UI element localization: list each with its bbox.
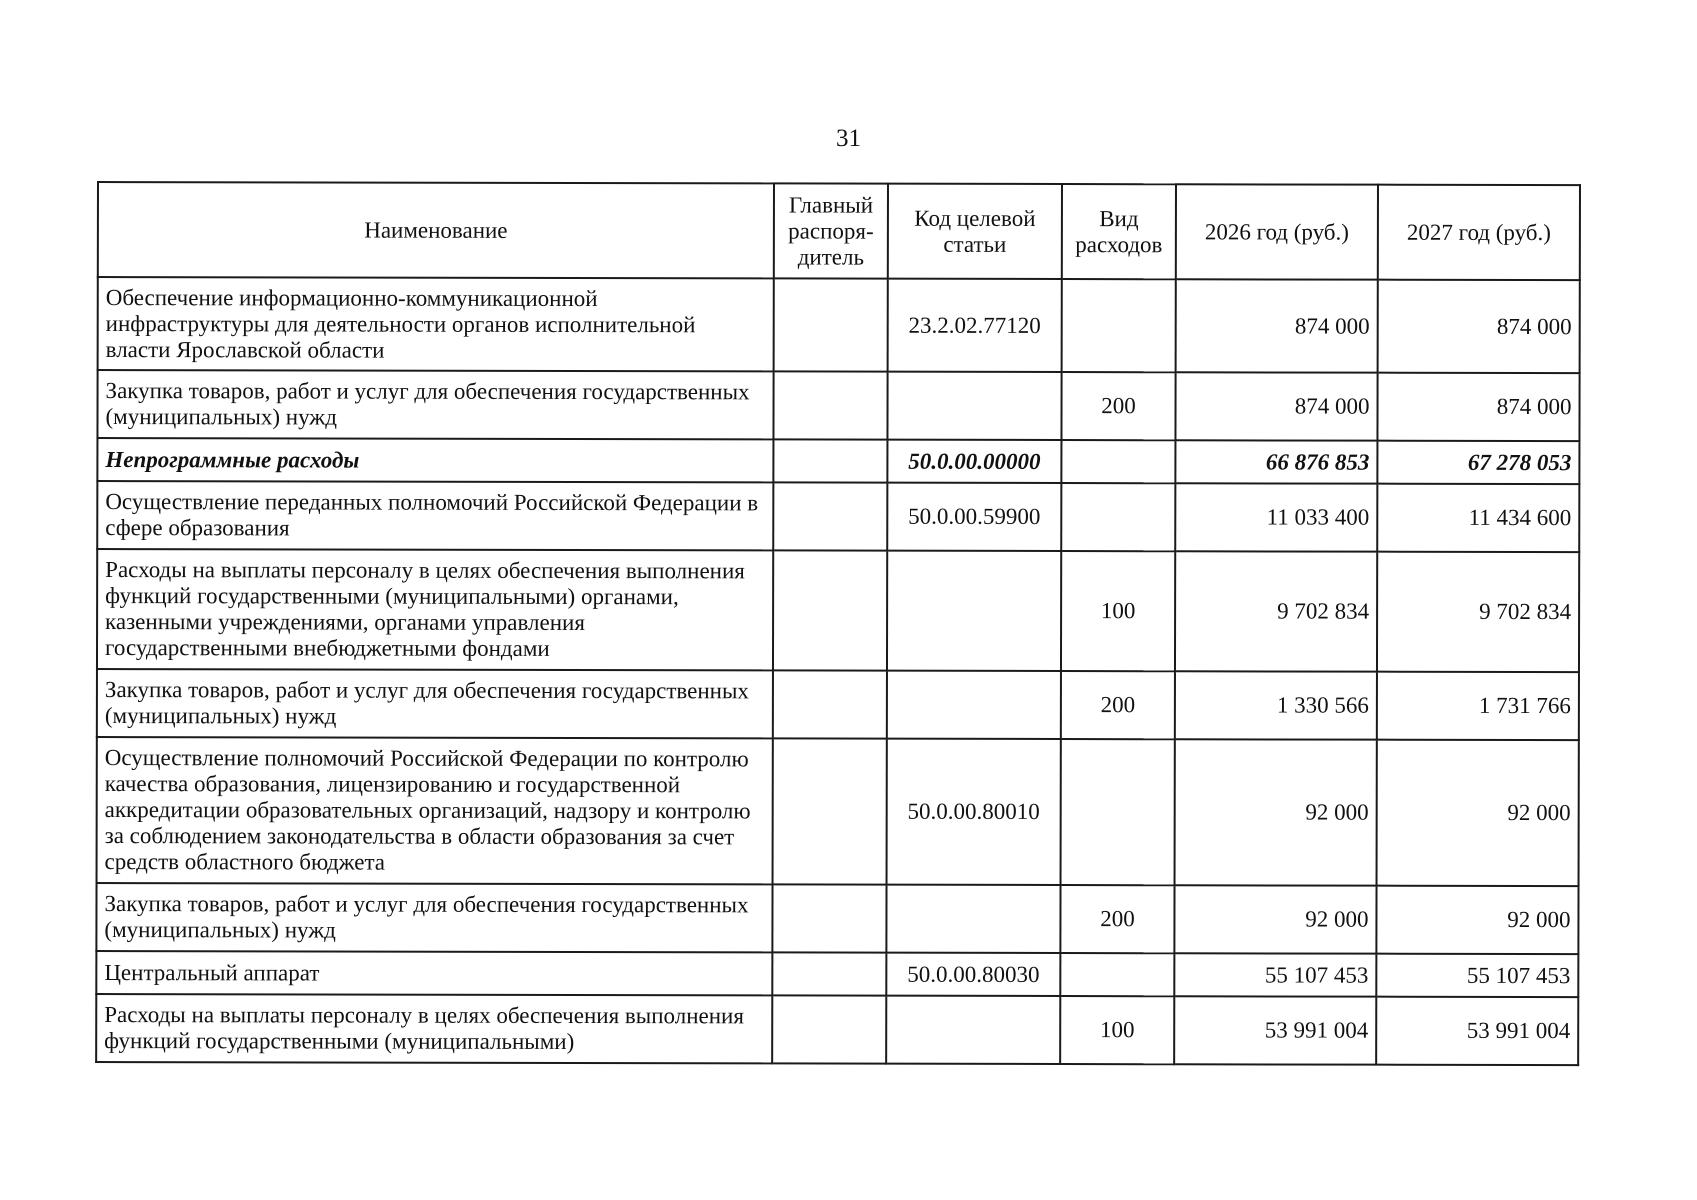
table-row xyxy=(97,549,1579,672)
row-admin xyxy=(774,278,888,371)
header-main-administrator: Главный распоря-дитель xyxy=(774,183,888,278)
row-name: Центральный аппарат xyxy=(96,951,772,995)
row-kind: 200 xyxy=(1060,885,1174,953)
row-name: Закупка товаров, работ и услуг для обеспечения государственных (муниципальных) нужд xyxy=(96,883,772,952)
row-kind xyxy=(1062,279,1176,372)
row-amount-2027: 9 702 834 xyxy=(1377,552,1579,672)
row-code: 23.2.02.77120 xyxy=(888,279,1062,372)
row-kind: 100 xyxy=(1061,551,1175,671)
row-name: Расходы на выплаты персоналу в целях обеспечения выполнения функций государственными (муниципальными) xyxy=(96,994,772,1063)
row-code: 50.0.00.80030 xyxy=(886,953,1060,996)
row-kind xyxy=(1061,440,1175,483)
row-amount-2026: 66 876 853 xyxy=(1175,440,1377,483)
row-name: Закупка товаров, работ и услуг для обеспечения государственных (муниципальных) нужд xyxy=(97,669,773,738)
row-admin xyxy=(773,439,887,482)
row-amount-2027: 55 107 453 xyxy=(1376,954,1578,997)
table-header-row xyxy=(98,182,1580,280)
table-row xyxy=(97,737,1579,886)
table-row xyxy=(96,883,1578,954)
row-name: Закупка товаров, работ и услуг для обеспечения государственных (муниципальных) нужд xyxy=(97,370,773,439)
table-row xyxy=(97,481,1579,552)
row-amount-2026: 874 000 xyxy=(1175,372,1377,440)
row-amount-2026: 874 000 xyxy=(1176,279,1378,372)
row-code: 50.0.00.00000 xyxy=(887,440,1061,483)
row-code xyxy=(886,996,1060,1064)
row-amount-2027: 53 991 004 xyxy=(1376,997,1578,1065)
row-kind: 200 xyxy=(1061,372,1175,440)
table-row xyxy=(97,669,1579,740)
budget-table xyxy=(95,181,1581,1066)
row-amount-2027: 11 434 600 xyxy=(1377,484,1579,552)
row-name: Обеспечение информационно-коммуникационной инфраструктуры для деятельности органов исполнительной власти Ярославской области xyxy=(98,277,774,371)
row-amount-2026: 53 991 004 xyxy=(1174,996,1376,1064)
row-amount-2027: 67 278 053 xyxy=(1377,441,1579,484)
row-amount-2026: 92 000 xyxy=(1174,885,1376,953)
row-amount-2027: 874 000 xyxy=(1377,373,1579,441)
header-year-2027: 2027 год (руб.) xyxy=(1378,185,1580,280)
row-code: 50.0.00.80010 xyxy=(887,739,1061,885)
table-row xyxy=(97,370,1579,441)
row-admin xyxy=(772,952,886,995)
row-kind: 200 xyxy=(1061,671,1175,739)
row-amount-2027: 1 731 766 xyxy=(1377,672,1579,740)
row-code xyxy=(886,885,1060,953)
header-target-code: Код целевой статьи xyxy=(888,184,1062,279)
row-admin xyxy=(773,670,887,738)
row-code: 50.0.00.59900 xyxy=(887,483,1061,551)
table-row xyxy=(96,994,1578,1065)
row-amount-2027: 92 000 xyxy=(1376,886,1578,954)
row-amount-2026: 1 330 566 xyxy=(1175,671,1377,739)
header-name: Наименование xyxy=(98,182,774,278)
row-kind xyxy=(1061,739,1175,885)
row-code xyxy=(887,671,1061,739)
table-row xyxy=(98,277,1580,373)
row-code xyxy=(887,551,1061,671)
row-code xyxy=(887,372,1061,440)
table-row-section-total xyxy=(97,438,1579,484)
row-kind xyxy=(1060,953,1174,996)
row-name: Осуществление полномочий Российской Федерации по контролю качества образования, лицензированию и государственной аккредитации образовательных организаций, надзору и контролю за соблюдением законодательства в области образования за счет средств областного бюджета xyxy=(97,737,773,884)
row-amount-2026: 9 702 834 xyxy=(1175,551,1377,671)
header-expense-type: Вид расходов xyxy=(1062,184,1176,279)
row-amount-2026: 55 107 453 xyxy=(1174,953,1376,996)
row-amount-2026: 11 033 400 xyxy=(1175,483,1377,551)
row-amount-2027: 92 000 xyxy=(1377,740,1579,886)
row-amount-2026: 92 000 xyxy=(1175,739,1377,885)
row-kind: 100 xyxy=(1060,996,1174,1064)
page-number: 31 xyxy=(836,125,861,152)
row-admin xyxy=(772,995,886,1063)
row-admin xyxy=(773,550,887,670)
row-name: Расходы на выплаты персоналу в целях обеспечения выполнения функций государственными (муниципальными) органами, казенными учреждениями, органами управления государственными внебюджетными фондами xyxy=(97,549,773,670)
row-admin xyxy=(772,884,886,952)
row-kind xyxy=(1061,483,1175,551)
row-name: Осуществление переданных полномочий Российской Федерации в сфере образования xyxy=(97,481,773,550)
row-admin xyxy=(773,482,887,550)
row-name: Непрограммные расходы xyxy=(97,438,773,482)
table-row xyxy=(96,951,1578,997)
row-admin xyxy=(773,371,887,439)
header-year-2026: 2026 год (руб.) xyxy=(1176,184,1378,279)
row-amount-2027: 874 000 xyxy=(1378,280,1580,373)
row-admin xyxy=(773,738,887,884)
